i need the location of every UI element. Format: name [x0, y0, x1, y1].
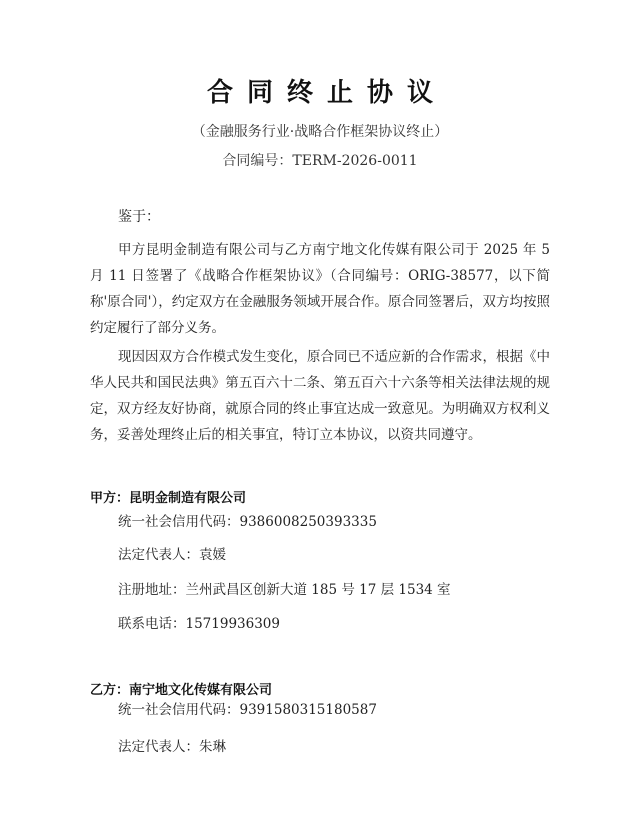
party-a-address: 注册地址：兰州武昌区创新大道 185 号 17 层 1534 室 — [118, 582, 451, 598]
contract-number — [0, 150, 640, 170]
recital-paragraph-1: 甲方昆明金制造有限公司与乙方南宁地文化传媒有限公司于 2025 年 5 月 11 日签署了《战略合作框架协议》（合同编号：ORIG-38577，以下简称'原合同'），约定双方在金融服务领域开展合作。原合同签署后，双方均按照约定履行了部分义务。 — [90, 242, 550, 336]
party-a-phone: 联系电话：15719936309 — [118, 616, 280, 632]
document-title: 合同终止协议 — [206, 78, 447, 108]
contract-number-label: 合同编号： — [222, 153, 293, 169]
party-b-heading: 乙方：南宁地文化传媒有限公司 — [90, 683, 273, 698]
whereas-heading: 鉴于： — [118, 209, 160, 225]
recital-paragraph-2: 现因因双方合作模式发生变化，原合同已不适应新的合作需求，根据《中华人民共和国民法典》第五百六十二条、第五百六十六条等相关法律法规的规定，双方经友好协商，就原合同的终止事宜达成一致意见。为明确双方权利义务，妥善处理终止后的相关事宜，特订立本协议，以资共同遵守。 — [90, 349, 550, 443]
party-a-heading: 甲方：昆明金制造有限公司 — [90, 491, 247, 506]
contract-number-value: TERM-2026-0011 — [292, 153, 418, 169]
party-b-representative: 法定代表人：朱琳 — [118, 739, 226, 755]
party-a-credit-code: 统一社会信用代码：9386008250393335 — [118, 514, 377, 530]
document-subtitle: （金融服务行业·战略合作框架协议终止） — [191, 124, 449, 140]
party-b-credit-code: 统一社会信用代码：9391580315180587 — [118, 702, 377, 718]
party-a-representative: 法定代表人：袁媛 — [118, 547, 226, 563]
